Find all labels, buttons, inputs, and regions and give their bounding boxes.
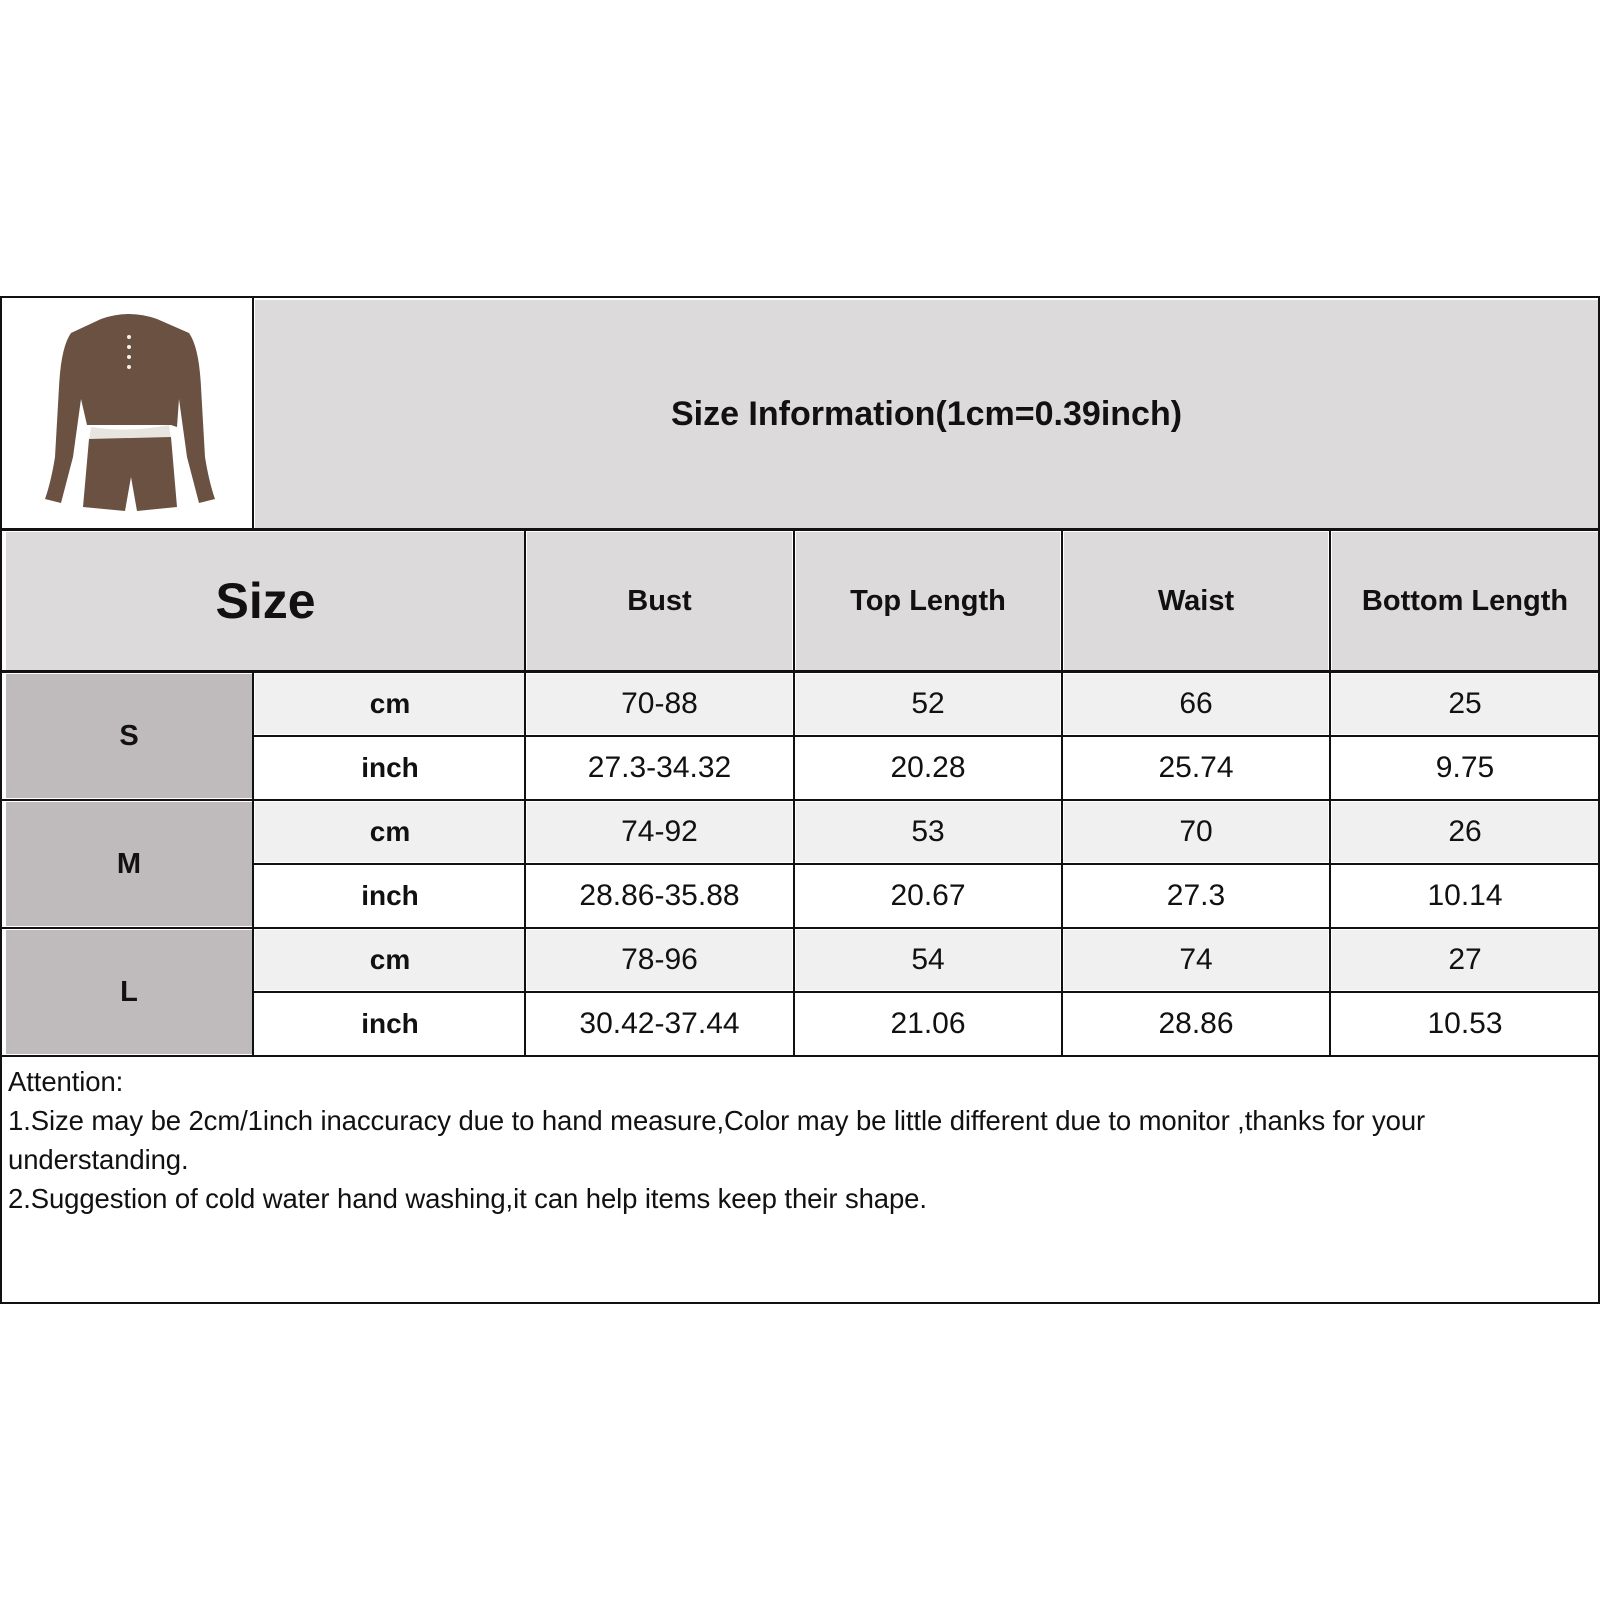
table-cell: 10.14 bbox=[1427, 879, 1503, 912]
column-header-bottom-length: Bottom Length bbox=[1332, 532, 1598, 670]
unit-label: inch bbox=[361, 1008, 419, 1039]
product-image bbox=[6, 300, 252, 528]
grid-line bbox=[2, 670, 1600, 673]
table-cell: 74-92 bbox=[527, 802, 792, 862]
table-cell: 70 bbox=[1064, 802, 1328, 862]
grid-line bbox=[254, 863, 1600, 865]
table-cell: 74 bbox=[1064, 930, 1328, 990]
unit-label: inch bbox=[361, 880, 419, 911]
size-column-header: Size bbox=[6, 532, 525, 670]
note-item-2: 2.Suggestion of cold water hand washing,it can help items keep their shape. bbox=[8, 1183, 927, 1214]
unit-label: inch bbox=[361, 752, 419, 783]
grid-line bbox=[2, 1055, 1600, 1057]
size-label-l: L bbox=[6, 930, 252, 1054]
column-header-bust: Bust bbox=[527, 532, 792, 670]
unit-label: cm bbox=[255, 674, 525, 734]
table-cell: 28.86 bbox=[1158, 1007, 1234, 1040]
table-cell: 53 bbox=[796, 802, 1060, 862]
grid-line bbox=[2, 927, 1600, 929]
column-header-top-length: Top Length bbox=[796, 532, 1060, 670]
table-cell: 54 bbox=[796, 930, 1060, 990]
grid-line bbox=[254, 991, 1600, 993]
table-cell: 52 bbox=[796, 674, 1060, 734]
grid-line bbox=[1061, 528, 1063, 1056]
notes-heading: Attention: bbox=[8, 1066, 124, 1097]
size-chart-sheet bbox=[0, 296, 1600, 1304]
table-cell: 27.3 bbox=[1166, 879, 1226, 912]
grid-line bbox=[254, 735, 1600, 737]
grid-line bbox=[2, 528, 1600, 531]
table-cell: 10.53 bbox=[1427, 1007, 1503, 1040]
table-cell: 27.3-34.32 bbox=[587, 751, 732, 784]
table-cell: 28.86-35.88 bbox=[579, 879, 740, 912]
note-item-1: 1.Size may be 2cm/1inch inaccuracy due to hand measure,Color may be little different due to monitor ,thanks for your understanding. bbox=[8, 1105, 1426, 1175]
table-cell: 9.75 bbox=[1435, 751, 1495, 784]
chart-title: Size Information(1cm=0.39inch) bbox=[255, 300, 1598, 528]
table-cell: 70-88 bbox=[527, 674, 792, 734]
table-cell: 26 bbox=[1332, 802, 1598, 862]
table-cell: 20.67 bbox=[890, 879, 966, 912]
size-label-m: M bbox=[6, 802, 252, 926]
column-header-waist: Waist bbox=[1064, 532, 1328, 670]
table-cell: 30.42-37.44 bbox=[579, 1007, 740, 1040]
unit-label: cm bbox=[255, 802, 525, 862]
table-cell: 20.28 bbox=[890, 751, 966, 784]
garment-icon bbox=[39, 307, 219, 521]
table-cell: 66 bbox=[1064, 674, 1328, 734]
grid-line bbox=[793, 528, 795, 1056]
attention-notes bbox=[8, 1062, 1596, 1218]
table-cell: 21.06 bbox=[890, 1007, 966, 1040]
table-cell: 25.74 bbox=[1158, 751, 1234, 784]
grid-line bbox=[252, 298, 254, 528]
size-label-s: S bbox=[6, 674, 252, 798]
grid-line bbox=[1329, 528, 1331, 1056]
unit-label: cm bbox=[255, 930, 525, 990]
grid-line bbox=[524, 528, 526, 1056]
table-cell: 25 bbox=[1332, 674, 1598, 734]
grid-line bbox=[2, 799, 1600, 801]
table-cell: 78-96 bbox=[527, 930, 792, 990]
table-cell: 27 bbox=[1332, 930, 1598, 990]
